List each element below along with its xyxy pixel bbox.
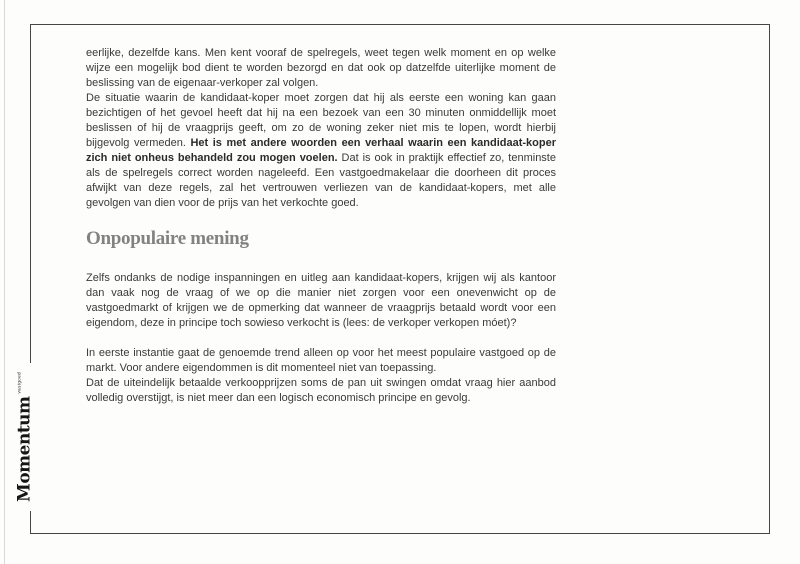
paragraph — [86, 91, 556, 211]
section-heading: Onpopulaire mening — [86, 228, 249, 249]
document-body — [86, 46, 556, 406]
paragraph-text: Dat is ook in praktijk effectief zo, tenminste als de spelregels correct worden nageleefd. Een vastgoedmakelaar die doorheen dit proces afwijkt van deze regels, zal het vertrouwen verliezen van de kandidaat-kopers, met alle gevolgen van dien voor de prijs van het verkochte goed. — [86, 152, 556, 209]
momentum-logo-tagline: vastgoed — [16, 372, 22, 394]
paragraph: Dat de uiteindelijk betaalde verkoopprijzen soms de pan uit swingen omdat vraag hier aanbod volledig overstijgt, is niet meer dan een logisch economisch principe en gevolg. — [86, 377, 556, 404]
momentum-logo — [14, 363, 37, 511]
paragraph: eerlijke, dezelfde kans. Men kent vooraf de spelregels, weet tegen welk moment en op welke wijze een mogelijk bod dient te worden bezorgd en dat ook op datzelfde uiterlijke moment de beslissing van de eigenaar-verkoper zal volgen. — [86, 47, 556, 89]
paragraph: Zelfs ondanks de nodige inspanningen en uitleg aan kandidaat-kopers, krijgen wij als kantoor dan vaak nog de vraag of we op die manier niet zorgen voor een onevenwicht op de vastgoedmarkt of krijgen we de opmerking dat wanneer de vraagprijs betaald wordt voor een eigendom, deze in principe toch sowieso verkocht is (lees: de verkoper verkopen móet)? — [86, 272, 556, 329]
paragraph: In eerste instantie gaat de genoemde trend alleen op voor het meest populaire vastgoed op de markt. Voor andere eigendommen is dit momenteel niet van toepassing. — [86, 347, 556, 374]
paragraph-text: De situatie waarin de kandidaat-koper moet zorgen dat hij als eerste een woning kan gaan bezichtigen of het gevoel heeft dat hij na een bezoek van een 30 minuten onmiddellijk moet beslissen of hij de vraagprijs geeft, om zo de woning zeker niet mis te lopen, wordt hierbij bijgevolg vermeden. — [86, 92, 556, 149]
paragraph-bold-text: Het is met andere woorden een verhaal waarin een kandidaat-koper zich niet onheus behandeld zou mogen voelen. — [86, 137, 556, 164]
scan-edge-line — [4, 0, 5, 564]
momentum-logo-brand: Momentum — [14, 396, 35, 502]
